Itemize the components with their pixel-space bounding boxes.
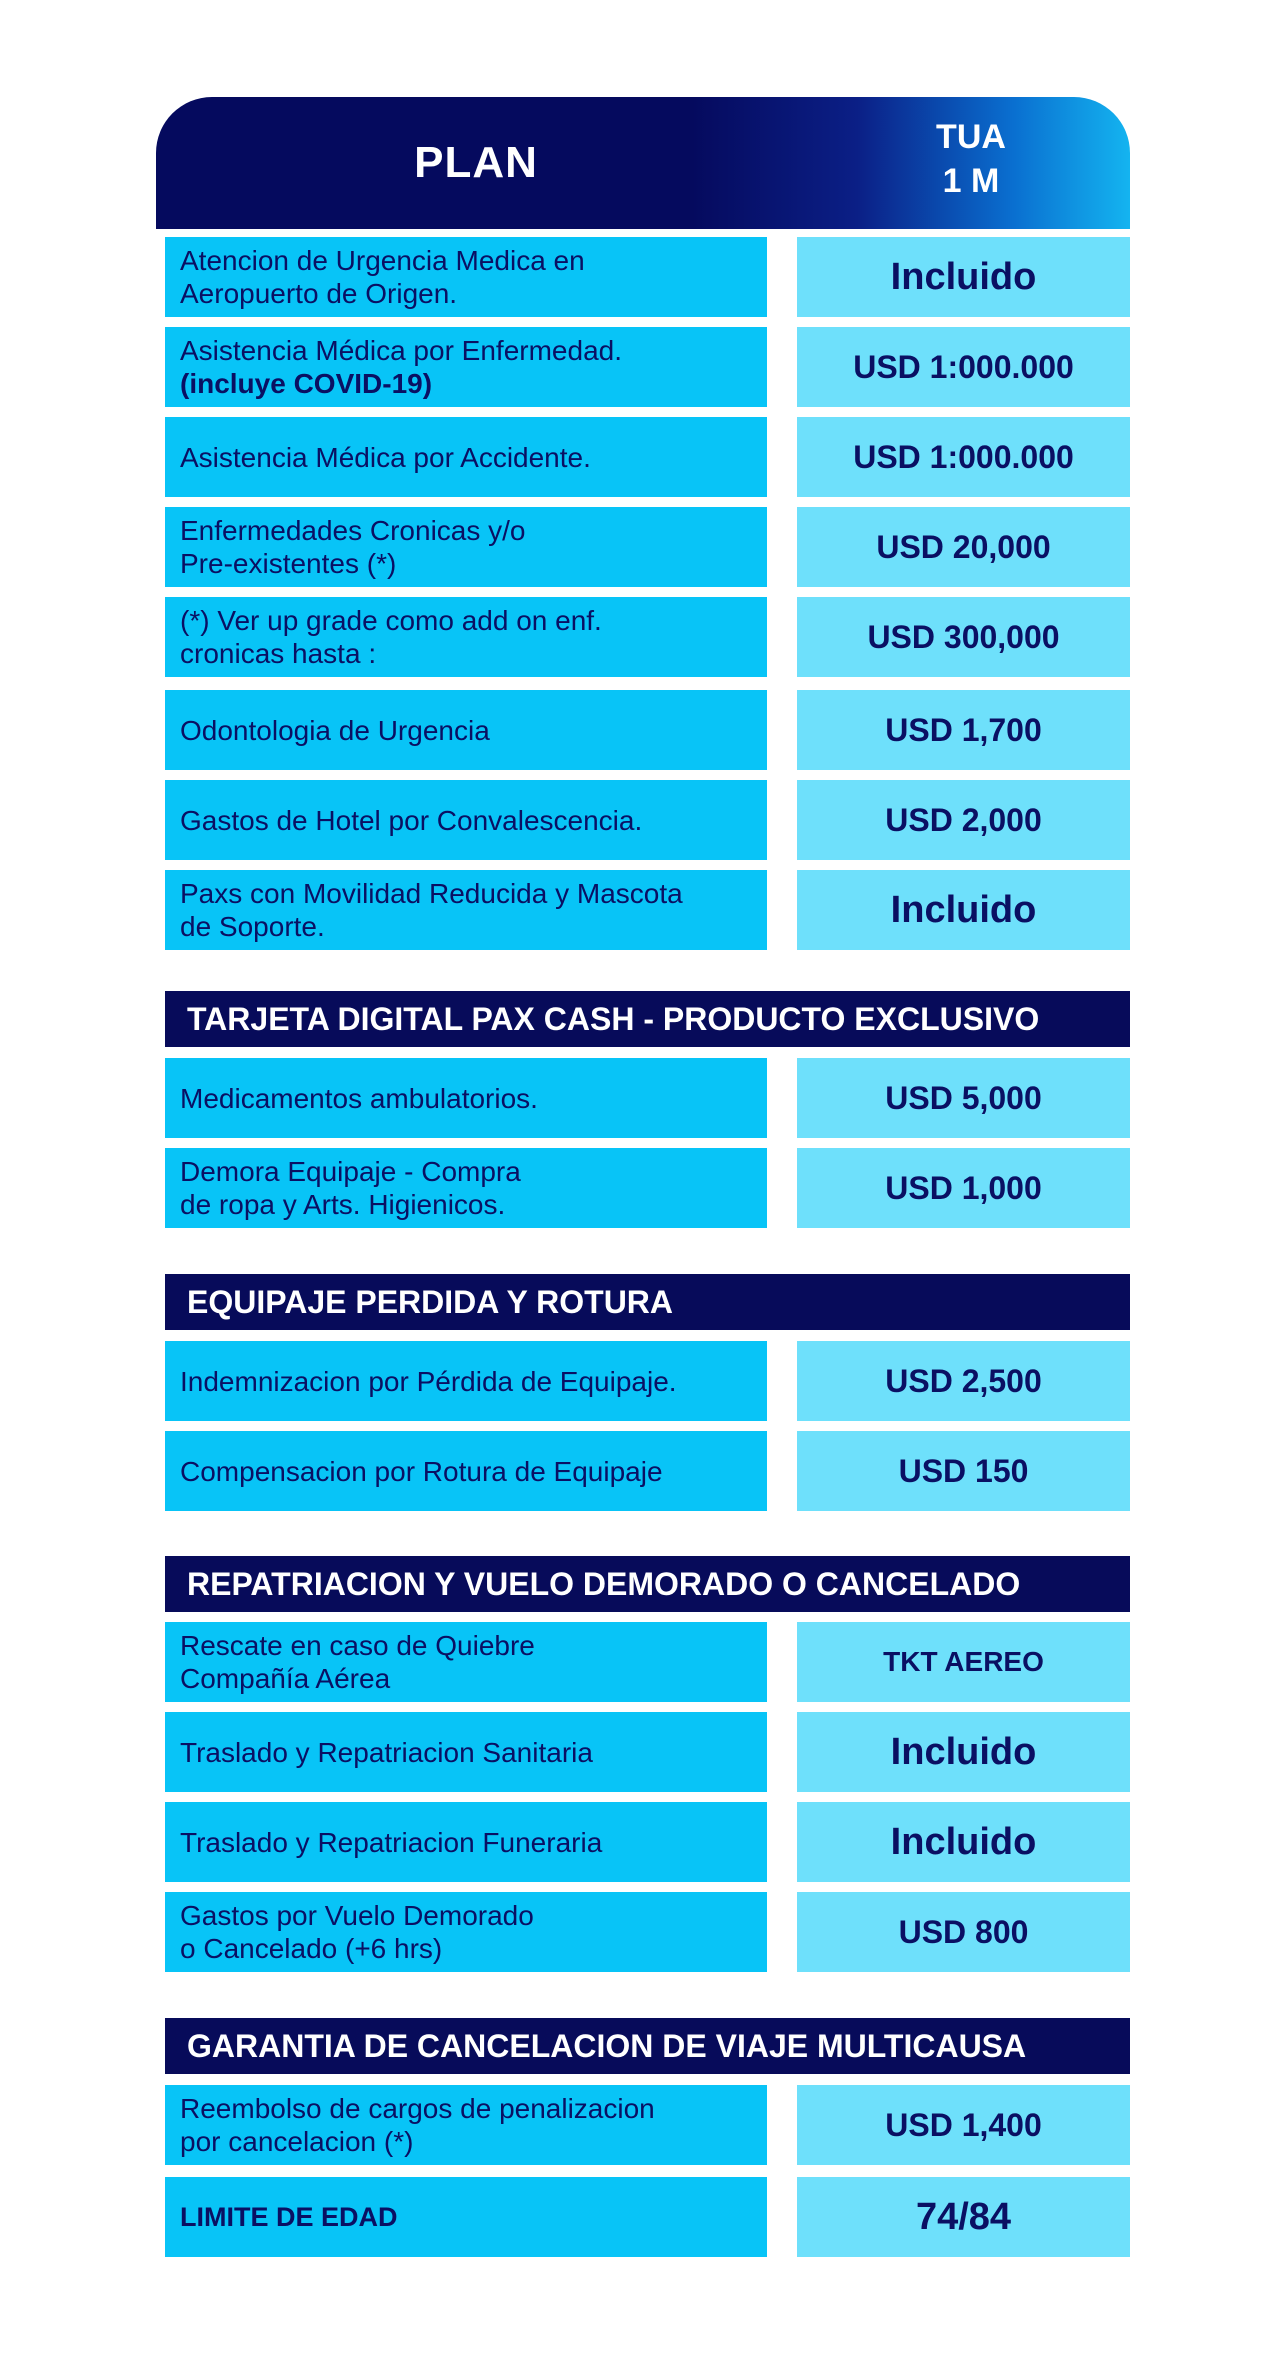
row-label: Enfermedades Cronicas y/o Pre-existentes (*) [165, 507, 767, 587]
row-label: Reembolso de cargos de penalizacion por cancelacion (*) [165, 2085, 767, 2165]
table-row [165, 690, 1130, 770]
row-value: USD 2,000 [797, 780, 1130, 860]
row-value: USD 1,700 [797, 690, 1130, 770]
table-row [165, 237, 1130, 317]
plan-header [156, 97, 1130, 229]
row-value: USD 150 [797, 1431, 1130, 1511]
table-row [165, 1341, 1130, 1421]
row-value: Incluido [797, 1802, 1130, 1882]
row-label: Rescate en caso de Quiebre Compañía Aérea [165, 1622, 767, 1702]
row-value: Incluido [797, 870, 1130, 950]
tua-line-1: TUA [936, 118, 1006, 156]
row-label: Indemnizacion por Pérdida de Equipaje. [165, 1341, 767, 1421]
table-row [165, 2177, 1130, 2257]
table-row [165, 1892, 1130, 1972]
row-label: Compensacion por Rotura de Equipaje [165, 1431, 767, 1511]
row-value: USD 800 [797, 1892, 1130, 1972]
row-value: USD 5,000 [797, 1058, 1130, 1138]
tua-title [846, 115, 1096, 203]
row-label: Paxs con Movilidad Reducida y Mascota de Soporte. [165, 870, 767, 950]
row-value: 74/84 [797, 2177, 1130, 2257]
table-row [165, 780, 1130, 860]
row-label: Medicamentos ambulatorios. [165, 1058, 767, 1138]
table-row [165, 1431, 1130, 1511]
section-repatriacion-header: REPATRIACION Y VUELO DEMORADO O CANCELADO [165, 1556, 1130, 1612]
row-value: Incluido [797, 1712, 1130, 1792]
row-label: Asistencia Médica por Accidente. [165, 417, 767, 497]
section-equipaje-header: EQUIPAJE PERDIDA Y ROTURA [165, 1274, 1130, 1330]
row-value: USD 1,000 [797, 1148, 1130, 1228]
row-label: Odontologia de Urgencia [165, 690, 767, 770]
row-label: Atencion de Urgencia Medica en Aeropuerto de Origen. [165, 237, 767, 317]
row-value: Incluido [797, 237, 1130, 317]
table-row [165, 507, 1130, 587]
section-garantia-header: GARANTIA DE CANCELACION DE VIAJE MULTICAUSA [165, 2018, 1130, 2074]
row-label: LIMITE DE EDAD [165, 2177, 767, 2257]
row-label: Demora Equipaje - Compra de ropa y Arts. Higienicos. [165, 1148, 767, 1228]
table-row [165, 597, 1130, 677]
row-value: USD 300,000 [797, 597, 1130, 677]
tua-line-2: 1 M [942, 162, 1000, 200]
row-label: Gastos de Hotel por Convalescencia. [165, 780, 767, 860]
row-value: USD 1,400 [797, 2085, 1130, 2165]
row-label: Traslado y Repatriacion Funeraria [165, 1802, 767, 1882]
row-value: USD 1:000.000 [797, 417, 1130, 497]
plan-title: PLAN [414, 138, 538, 187]
table-row [165, 2085, 1130, 2165]
row-value: USD 20,000 [797, 507, 1130, 587]
table-row [165, 1622, 1130, 1702]
row-value: TKT AEREO [797, 1622, 1130, 1702]
section-tarjeta-header: TARJETA DIGITAL PAX CASH - PRODUCTO EXCLUSIVO [165, 991, 1130, 1047]
table-row [165, 327, 1130, 407]
table-row [165, 1058, 1130, 1138]
table-row [165, 417, 1130, 497]
table-row [165, 1712, 1130, 1792]
row-label: Traslado y Repatriacion Sanitaria [165, 1712, 767, 1792]
row-label: Asistencia Médica por Enfermedad. (incluye COVID-19) [165, 327, 767, 407]
row-label: (*) Ver up grade como add on enf. cronicas hasta : [165, 597, 767, 677]
table-row [165, 1802, 1130, 1882]
table-row [165, 870, 1130, 950]
row-label: Gastos por Vuelo Demorado o Cancelado (+6 hrs) [165, 1892, 767, 1972]
table-row [165, 1148, 1130, 1228]
row-value: USD 1:000.000 [797, 327, 1130, 407]
row-value: USD 2,500 [797, 1341, 1130, 1421]
